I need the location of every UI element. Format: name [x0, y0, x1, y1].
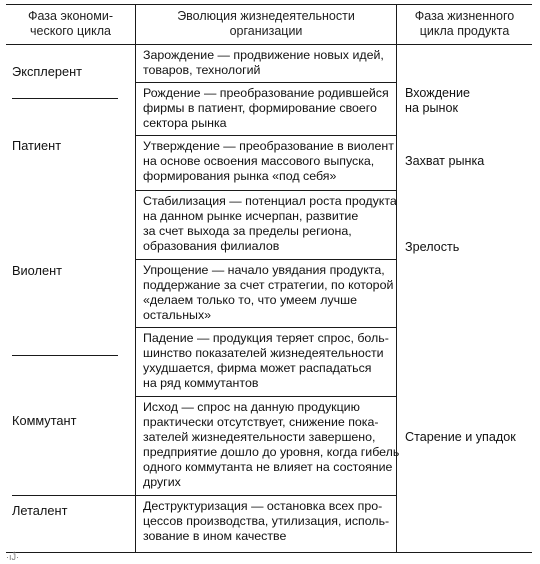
evolution-row-divider — [135, 495, 397, 496]
evolution-birth: Рождение — преобразование родившейся фирмы в патиент, формирование своего сектора рынка — [143, 86, 389, 130]
evolution-row-divider — [135, 82, 397, 83]
phase-violent: Виолент — [12, 263, 63, 278]
phase-commutant: Коммутант — [12, 413, 77, 428]
evolution-birth-origin: Зарождение — продвижение новых идей, товаров, технологий — [143, 48, 384, 77]
phase-letalent: Леталент — [12, 503, 68, 518]
phase-explerent: Эксплерент — [12, 64, 83, 79]
evolution-decline: Падение — продукция теряет спрос, боль- шинство показателей жизнедеятельности ухудшается, фирма может распадаться на ряд коммутантов — [143, 331, 389, 390]
product-market-capture: Захват рынка — [405, 154, 485, 168]
phase-patient: Патиент — [12, 138, 62, 153]
evolution-row-divider — [135, 190, 397, 191]
product-aging-decline: Старение и упадок — [405, 430, 516, 444]
phase-divider — [12, 495, 136, 496]
evolution-row-divider — [135, 259, 397, 260]
footer-mark: ·ıĴ· — [6, 552, 19, 562]
evolution-assertion: Утверждение — преобразование в виолент на основе освоения массового выпуска, формирования рынка «под себя» — [143, 139, 394, 183]
evolution-destructurization: Деструктуризация — остановка всех про- цессов производства, утилизация, исполь- зование в ином качестве — [143, 499, 390, 543]
header-economic-phase: Фаза экономи- ческого цикла — [27, 9, 113, 38]
header-bottom-border — [6, 44, 532, 45]
product-market-entry: Вхождение на рынок — [405, 86, 471, 115]
header-evolution: Эволюция жизнедеятельности организации — [177, 9, 355, 38]
column-separator-1 — [135, 4, 136, 552]
evolution-row-divider — [135, 135, 397, 136]
evolution-simplification: Упрощение — начало увядания продукта, поддержание за счет стратегии, по которой «делаем только то, что умеем лучше остальных» — [143, 263, 394, 322]
evolution-exodus: Исход — спрос на данную продукцию практически отсутствует, снижение пока- зателей жизнедеятельности завершено, предприятие дошло до уровня, когда гибель одного коммутанта не влияет на состояние других — [143, 400, 400, 489]
evolution-stabilization: Стабилизация — потенциал роста продукта на данном рынке исчерпан, развитие за счет выхода за пределы региона, образования филиалов — [143, 194, 397, 253]
evolution-row-divider — [135, 396, 397, 397]
table-top-border — [6, 4, 532, 5]
phase-divider — [12, 355, 118, 356]
table-bottom-border — [6, 552, 532, 553]
header-product-phase: Фаза жизненного цикла продукта — [414, 9, 515, 38]
evolution-row-divider — [135, 327, 397, 328]
phase-divider — [12, 98, 118, 99]
product-maturity: Зрелость — [405, 240, 460, 254]
